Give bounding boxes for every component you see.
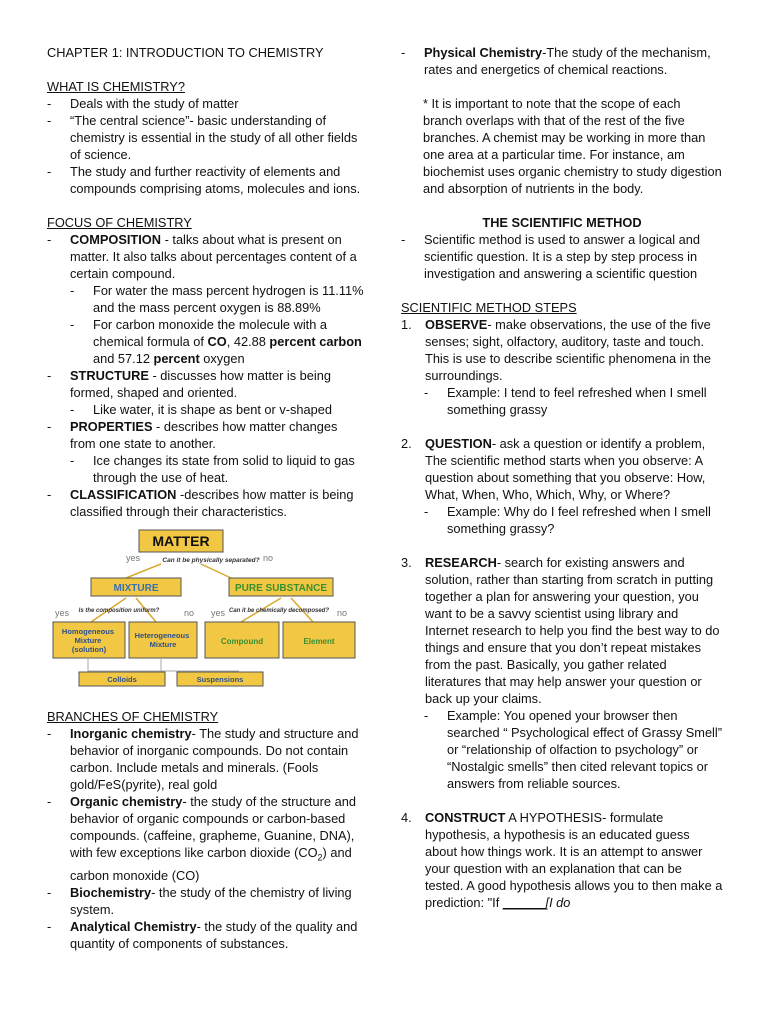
homogeneous-label-1: Homogeneous bbox=[61, 627, 114, 636]
biochemistry-item: - Biochemistry- the study of the chemistry of living system. bbox=[47, 884, 352, 917]
question-physical-text: Can it be physically separated? bbox=[162, 557, 260, 564]
question-uniform: Is the composition uniform? bbox=[78, 608, 160, 614]
step-question: 2. QUESTION- ask a question or identify a problem, The scientific method starts when you observe: A question about something that you observe: How, What, When, Who, Which, Why, or Where? bbox=[401, 436, 706, 502]
matter-classification-diagram bbox=[51, 526, 359, 696]
step-research: 3. RESEARCH- search for existing answers and solution, rather than starting from scratch in putting together a plan for answering your question, you want to be a savvy scientist using library and Internet research to help you find the best way to do things and ensure that you don’t repeat mistakes from the past. Basically, you gather related literatures that may help answer your question or back up your claims. bbox=[401, 555, 720, 706]
no-label: no bbox=[184, 608, 195, 618]
heterogeneous-label-1: Heterogeneous bbox=[134, 631, 190, 640]
analytical-item: - Analytical Chemistry- the study of the quality and quantity of components of substances. bbox=[47, 918, 358, 951]
properties-item: - PROPERTIES - describes how matter changes from one state to another. bbox=[47, 419, 338, 451]
element-label: Element bbox=[303, 637, 335, 646]
scope-note: * It is important to note that the scope of each branch overlaps with that of the rest of the five branches. A chemist may be working in more than one area at a particular time. For instance, am biochemist uses organic chemistry to study digestion and absorption of nutrients in the body. bbox=[423, 96, 722, 196]
colloids-label: Colloids bbox=[107, 675, 137, 684]
composition-item: - COMPOSITION - talks about what is present on matter. It also talks about percentages content of a certain compound. bbox=[47, 232, 357, 281]
properties-sub-item: - Ice changes its state from solid to liquid to gas through the use of heat. bbox=[70, 453, 355, 485]
chapter-title: CHAPTER 1: INTRODUCTION TO CHEMISTRY bbox=[47, 45, 324, 60]
homogeneous-label-2: Mixture bbox=[74, 636, 102, 645]
pure-substance-label: PURE SUBSTANCE bbox=[234, 583, 328, 594]
yes-label: yes bbox=[211, 608, 226, 618]
question-example: - Example: Why do I feel refreshed when I smell something grassy? bbox=[424, 504, 711, 536]
observe-example: - Example: I tend to feel refreshed when I smell something grassy bbox=[424, 385, 707, 417]
no-label: no bbox=[337, 608, 348, 618]
physical-item: - Physical Chemistry-The study of the mechanism, rates and energetics of chemical reactions. bbox=[401, 45, 711, 77]
structure-sub-item: - Like water, it is shape as bent or v-shaped bbox=[70, 402, 333, 417]
yes-label: yes bbox=[55, 608, 70, 618]
composition-sub-item: - For water the mass percent hydrogen is 11.11% and the mass percent oxygen is 88.89% bbox=[70, 283, 364, 315]
research-example: - Example: You opened your browser then searched “ Psychological effect of Grassy Smell” or “relationship of olfaction to psychology” or “Nostalgic smells” then cited relevant topics or answers from reliable sources. bbox=[424, 708, 723, 791]
classification-item: - CLASSIFICATION -describes how matter is being classified through their characteristics. bbox=[47, 487, 354, 519]
structure-item: - STRUCTURE - discusses how matter is being formed, shaped and oriented. bbox=[47, 368, 331, 400]
list-item: - The study and further reactivity of elements and compounds comprising atoms, molecules and ions. bbox=[47, 164, 361, 196]
branches-heading: BRANCHES OF CHEMISTRY bbox=[47, 709, 219, 724]
question-decomposed: Can it be chemically decomposed? bbox=[228, 608, 330, 614]
homogeneous-label-3: (solution) bbox=[71, 645, 107, 654]
yes-label: yes bbox=[126, 553, 141, 563]
list-item: - Deals with the study of matter bbox=[47, 96, 239, 111]
matter-label: MATTER bbox=[152, 533, 210, 549]
what-is-chemistry-heading: WHAT IS CHEMISTRY? bbox=[47, 79, 185, 94]
steps-heading: SCIENTIFIC METHOD STEPS bbox=[401, 300, 577, 315]
compound-label: Compound bbox=[220, 637, 264, 646]
right-column bbox=[401, 44, 723, 911]
question-physical bbox=[162, 557, 259, 564]
step-construct: 4. CONSTRUCT A HYPOTHESIS- formulate hypothesis, a hypothesis is an educated guess about how things work. It is an attempt to answer your question with an explanation that can be tested. A good hypothesis allows you to then make a prediction: "If ______[I do bbox=[401, 810, 723, 910]
focus-heading: FOCUS OF CHEMISTRY bbox=[47, 215, 192, 230]
suspensions-label: Suspensions bbox=[196, 675, 244, 684]
scientific-method-title: THE SCIENTIFIC METHOD bbox=[482, 215, 642, 230]
mixture-label: MIXTURE bbox=[113, 583, 159, 594]
scientific-method-item: - Scientific method is used to answer a logical and scientific question. It is a step by step process in investigation and answering a scientific question bbox=[401, 232, 700, 281]
inorganic-item: - Inorganic chemistry- The study and structure and behavior of inorganic compounds. Do not contain carbon. Include metals and minerals. (Fools gold/FeS(pyrite), real gold bbox=[47, 726, 359, 792]
step-observe: 1. OBSERVE- make observations, the use of the five senses; sight, olfactory, auditory, taste and touch. This is use to describe scientific phenomena in the surroundings. bbox=[401, 317, 711, 383]
composition-sub-item: - For carbon monoxide the molecule with a chemical formula of CO, 42.88 percent carbon and 57.12 percent oxygen bbox=[70, 317, 362, 366]
left-column bbox=[47, 44, 365, 952]
heterogeneous-label-2: Mixture bbox=[149, 640, 177, 649]
organic-item: - Organic chemistry- the study of the structure and behavior of organic compounds or carbon-based compounds. (caffeine, grapheme, Guanine, DNA), with few exceptions like carbon dioxide $(CO_2)$ and carbon monoxide (CO) bbox=[47, 794, 356, 883]
no-label: no bbox=[263, 553, 274, 563]
list-item: - “The central science”- basic understanding of chemistry is essential in the study of all other fields of science. bbox=[47, 113, 358, 162]
